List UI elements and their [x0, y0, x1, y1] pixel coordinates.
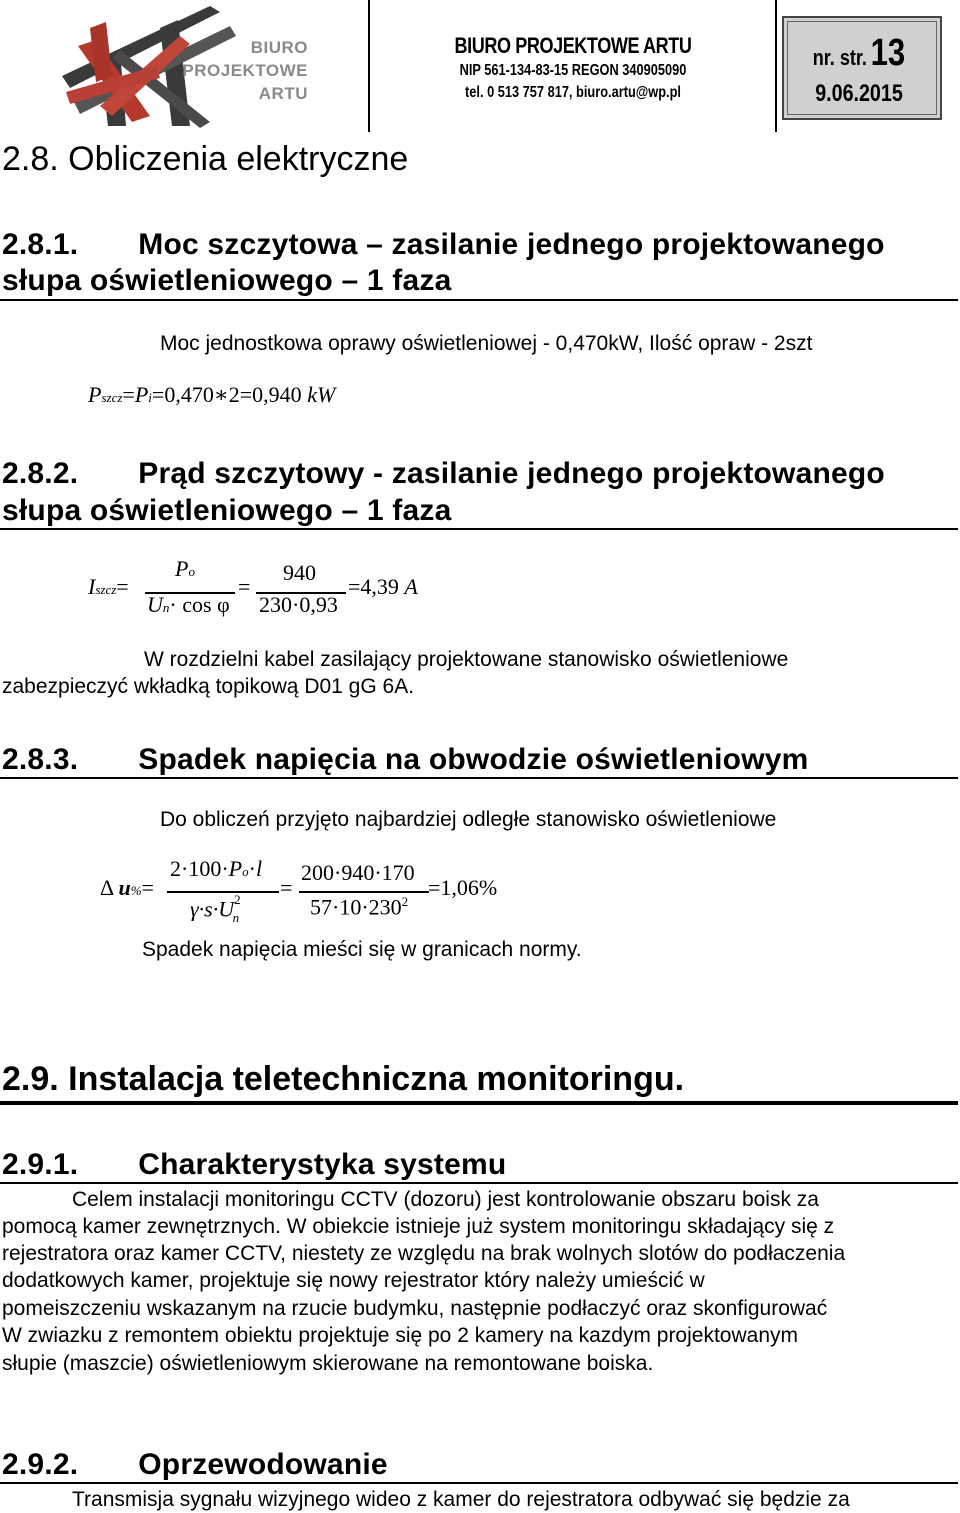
header-divider-1 [368, 0, 370, 132]
section-2-8-3-heading: 2.8.3. Spadek napięcia na obwodzie oświetleniowym [2, 743, 809, 776]
section-rule [0, 777, 958, 779]
company-contact: tel. 0 513 757 817, biuro.artu@wp.pl [465, 84, 681, 101]
page-header [0, 0, 960, 132]
page-number: nr. str. 13 [812, 32, 906, 74]
section-rule [0, 1482, 958, 1484]
power-formula: Pszcz=Pi=0,470∗2=0,940 kW [88, 382, 336, 407]
section-2-8-2-heading: 2.8.2. Prąd szczytowy - zasilanie jednego projektowanego [2, 457, 885, 490]
section-rule-thick [0, 1101, 958, 1105]
logo-word-3: ARTU [258, 84, 308, 103]
logo-word-2: PROJEKTOWE [182, 61, 308, 80]
fuse-text-l2: zabezpieczyć wkładką topikową D01 gG 6A. [2, 675, 415, 698]
power-text: Moc jednostkowa oprawy oświetleniowej - 0,470kW, Ilość opraw - 2szt [160, 332, 813, 355]
fuse-text-l1: W rozdzielni kabel zasilający projektowane stanowisko oświetleniowe [144, 648, 789, 671]
section-2-8-2-heading-l2: słupa oświetleniowego – 1 faza [2, 494, 452, 527]
calc-assumption-text: Do obliczeń przyjęto najbardziej odległe stanowisko oświetleniowe [160, 808, 777, 831]
section-title-2-9: 2.9. Instalacja teletechniczna monitoringu. [2, 1060, 685, 1098]
company-name: BIURO PROJEKTOWE ARTU [454, 33, 692, 58]
section-2-8-1-heading: 2.8.1. Moc szczytowa – zasilanie jednego projektowanego [2, 228, 885, 261]
page-date: 9.06.2015 [815, 80, 903, 107]
company-ids: NIP 561-134-83-15 REGON 340905090 [459, 62, 687, 79]
section-rule [0, 299, 958, 301]
section-2-9-2-heading: 2.9.2. Oprzewodowanie [2, 1448, 388, 1481]
wiring-text: Transmisja sygnału wizyjnego wideo z kamer do rejestratora odbywać się będzie za [72, 1488, 850, 1511]
section-title-2-8: 2.8. Obliczenia elektryczne [2, 140, 409, 178]
section-2-8-1-heading-l2: słupa oświetleniowego – 1 faza [2, 264, 452, 297]
section-2-9-1-heading: 2.9.1. Charakterystyka systemu [2, 1148, 507, 1181]
voltage-drop-note: Spadek napięcia mieści się w granicach normy. [142, 938, 582, 961]
page-number-box [782, 16, 942, 120]
section-rule [0, 528, 958, 530]
section-rule [0, 1182, 958, 1184]
company-logo [60, 6, 322, 128]
header-divider-2 [775, 0, 777, 132]
logo-word-1: BIURO [250, 38, 308, 57]
